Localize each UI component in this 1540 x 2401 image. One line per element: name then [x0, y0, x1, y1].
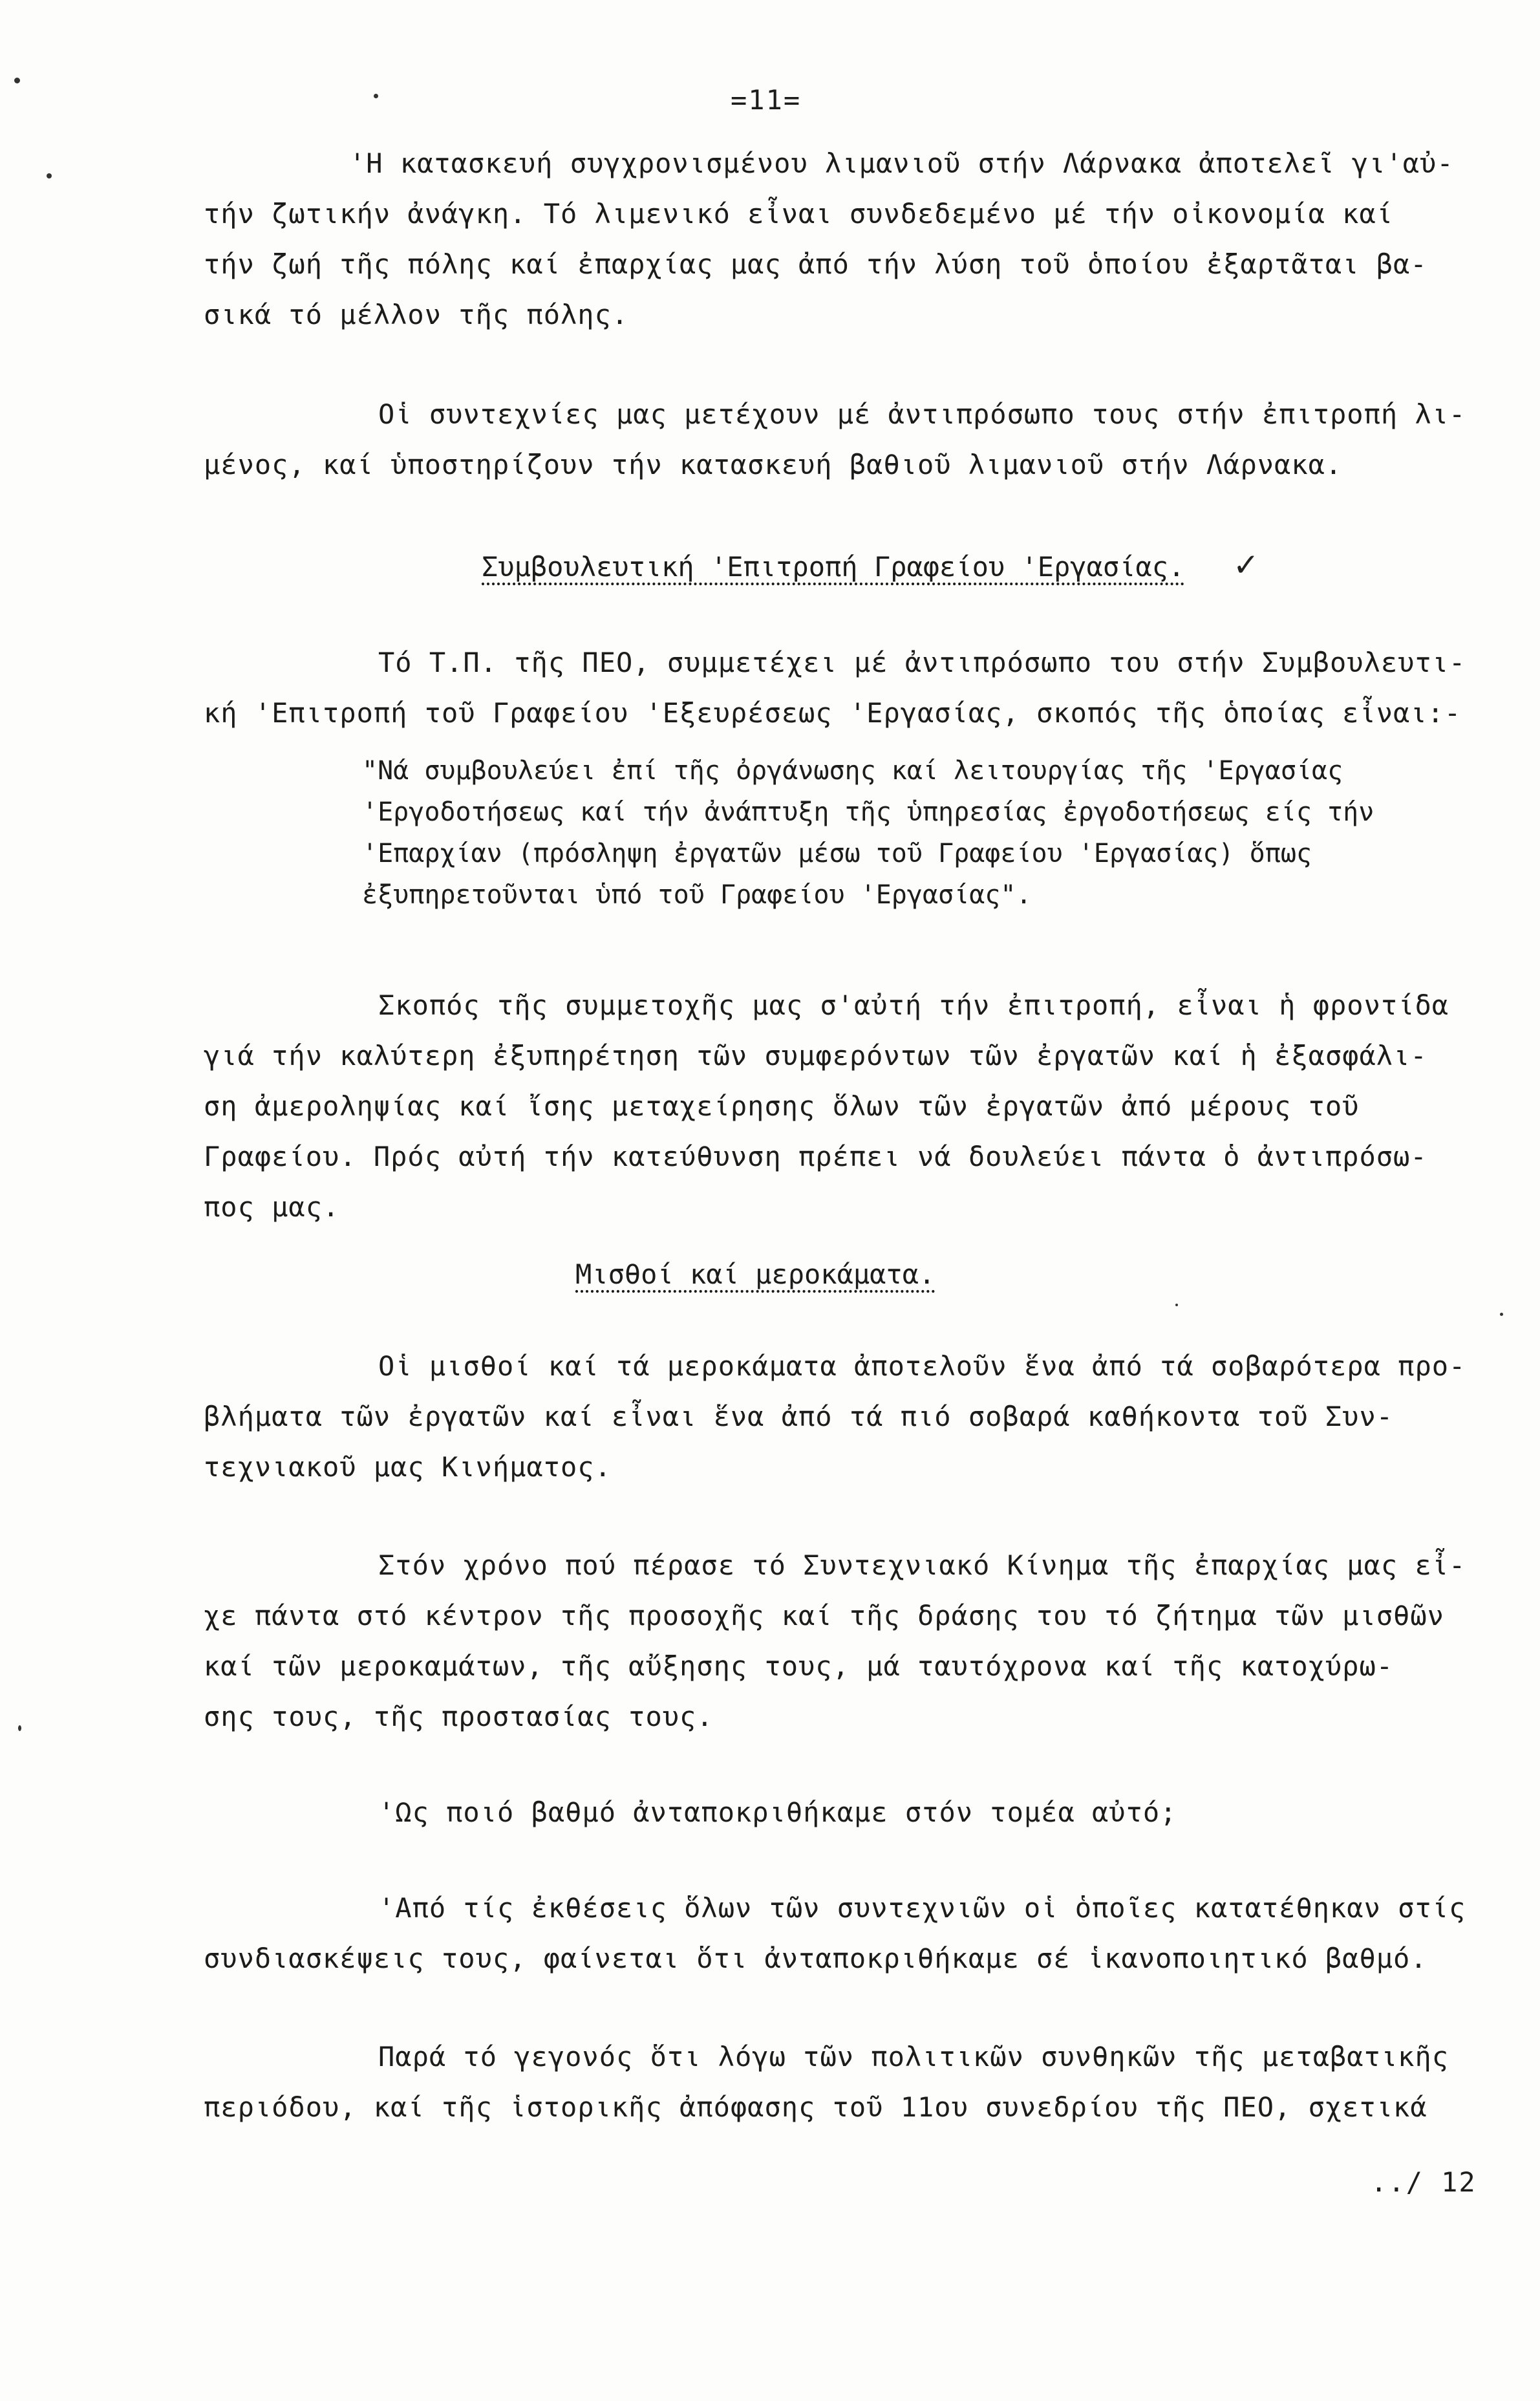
text-line: 'Από τίς ἐκθέσεις ὅλων τῶν συντεχνιῶν οἱ ὁποῖες κατατέθηκαν στίς	[378, 1892, 1466, 1924]
text-line: σικά τό μέλλον τῆς πόλης.	[204, 299, 629, 330]
text-line: Παρά τό γεγονός ὅτι λόγω τῶν πολιτικῶν συνθηκῶν τῆς μεταβατικῆς	[378, 2041, 1449, 2073]
text-line: καί τῶν μεροκαμάτων, τῆς αὔξησης τους, μά ταυτόχρονα καί τῆς κατοχύρω-	[204, 1650, 1394, 1682]
text-line: Οἱ μισθοί καί τά μεροκάματα ἀποτελοῦν ἕνα ἀπό τά σοβαρότερα προ-	[378, 1350, 1466, 1382]
scan-speck	[47, 173, 52, 178]
scan-speck	[1500, 1313, 1503, 1316]
section-heading: Συμβουλευτική 'Επιτροπή Γραφείου 'Εργασίας.	[482, 551, 1185, 583]
quote-line: "Νά συμβουλεύει ἐπί τῆς ὀργάνωσης καί λειτουργίας τῆς 'Εργασίας	[362, 756, 1343, 786]
text-line: τήν ζωή τῆς πόλης καί ἐπαρχίας μας ἀπό τήν λύση τοῦ ὁποίου ἐξαρτᾶται βα-	[204, 248, 1428, 280]
text-line: συνδιασκέψεις τους, φαίνεται ὅτι ἀνταποκριθήκαμε σέ ἱκανοποιητικό βαθμό.	[204, 1943, 1428, 1974]
next-page-marker: ../ 12	[1371, 2166, 1477, 2198]
text-line: Σκοπός τῆς συμμετοχῆς μας σ'αὐτή τήν ἐπιτροπή, εἶναι ἡ φροντίδα	[378, 989, 1449, 1021]
scan-speck	[1175, 1304, 1178, 1306]
quote-line: 'Εργοδοτήσεως καί τήν ἀνάπτυξη τῆς ὑπηρεσίας ἐργοδοτήσεως είς τήν	[362, 797, 1374, 827]
quote-line: ἐξυπηρετοῦνται ὑπό τοῦ Γραφείου 'Εργασίας".	[362, 880, 1032, 910]
text-line: χε πάντα στό κέντρον τῆς προσοχῆς καί τῆς δράσης του τό ζήτημα τῶν μισθῶν	[204, 1600, 1444, 1631]
page-number: =11=	[731, 84, 802, 116]
text-line: τήν ζωτικήν ἀνάγκη. Τό λιμενικό εἶναι συνδεδεμένο μέ τήν οἰκονομία καί	[204, 198, 1394, 230]
text-line: Τό Τ.Π. τῆς ΠΕΟ, συμμετέχει μέ ἀντιπρόσωπο του στήν Συμβουλευτι-	[378, 647, 1466, 678]
text-line: 'Η κατασκευή συγχρονισμένου λιμανιοῦ στήν Λάρνακα ἀποτελεῖ γι'αὐ-	[349, 147, 1454, 179]
scan-speck	[374, 94, 378, 98]
text-line: 'Ως ποιό βαθμό ἀνταποκριθήκαμε στόν τομέα αὐτό;	[378, 1796, 1177, 1828]
section-heading: Μισθοί καί μεροκάματα.	[575, 1258, 936, 1290]
check-mark-icon: ✓	[1235, 543, 1257, 585]
scan-speck	[18, 1725, 21, 1731]
text-line: μένος, καί ὑποστηρίζουν τήν κατασκευή βαθιοῦ λιμανιοῦ στήν Λάρνακα.	[204, 449, 1343, 480]
text-line: ση ἀμεροληψίας καί ἴσης μεταχείρησης ὅλων τῶν ἐργατῶν ἀπό μέρους τοῦ	[204, 1090, 1360, 1122]
text-line: Γραφείου. Πρός αὐτή τήν κατεύθυνση πρέπει νά δουλεύει πάντα ὁ ἀντιπρόσω-	[204, 1141, 1428, 1172]
text-line: βλήματα τῶν ἐργατῶν καί εἶναι ἕνα ἀπό τά πιό σοβαρά καθήκοντα τοῦ Συν-	[204, 1401, 1394, 1432]
text-line: σης τους, τῆς προστασίας τους.	[204, 1701, 714, 1732]
text-line: πος μας.	[204, 1191, 340, 1223]
text-line: Οἱ συντεχνίες μας μετέχουν μέ ἀντιπρόσωπο τους στήν ἐπιτροπή λι-	[378, 398, 1466, 430]
quote-line: 'Επαρχίαν (πρόσληψη ἐργατῶν μέσω τοῦ Γραφείου 'Εργασίας) ὅπως	[362, 839, 1312, 868]
text-line: Στόν χρόνο πού πέρασε τό Συντεχνιακό Κίνημα τῆς ἐπαρχίας μας εἶ-	[378, 1549, 1466, 1581]
text-line: περιόδου, καί τῆς ἱστορικῆς ἀπόφασης τοῦ 11ου συνεδρίου τῆς ΠΕΟ, σχετικά	[204, 2091, 1428, 2123]
text-line: κή 'Επιτροπή τοῦ Γραφείου 'Εξευρέσεως 'Εργασίας, σκοπός τῆς ὁποίας εἶναι:-	[204, 697, 1462, 729]
scan-speck	[14, 78, 20, 83]
text-line: γιά τήν καλύτερη ἐξυπηρέτηση τῶν συμφερόντων τῶν ἐργατῶν καί ἡ ἐξασφάλι-	[204, 1040, 1428, 1071]
text-line: τεχνιακοῦ μας Κινήματος.	[204, 1451, 612, 1483]
